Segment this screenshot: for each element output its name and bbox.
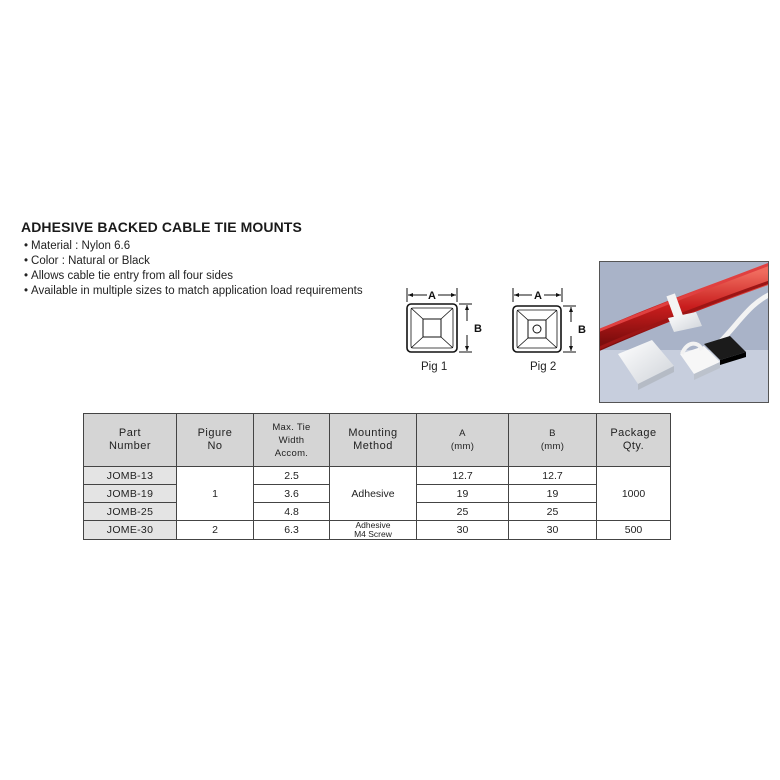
feature-item: • Available in multiple sizes to match application load requirements <box>24 284 363 299</box>
method-line: Adhesive <box>355 520 391 530</box>
part-number-cell: JOMB-25 <box>84 503 177 521</box>
screw-mount-diagram-icon <box>500 286 596 356</box>
table-row <box>84 467 671 485</box>
header-max-tie-width: Max. Tie Width Accom. <box>254 414 330 467</box>
part-number-cell: JOMB-13 <box>84 467 177 485</box>
tie-width-cell: 3.6 <box>254 485 330 503</box>
dim-b-cell: 30 <box>509 521 597 540</box>
header-figure-no: Pigure No <box>177 414 254 467</box>
table-header-row <box>84 414 671 467</box>
dim-a-cell: 30 <box>417 521 509 540</box>
dim-b-cell: 25 <box>509 503 597 521</box>
square-mount-diagram-icon <box>396 286 492 356</box>
dim-b-label: B <box>474 323 482 335</box>
figure-no-cell: 1 <box>177 467 254 521</box>
spec-table <box>83 413 671 540</box>
feature-item: • Material : Nylon 6.6 <box>24 239 363 254</box>
figure-1-label: Pig 1 <box>421 361 448 373</box>
dim-b-cell: 19 <box>509 485 597 503</box>
part-number-cell: JOME-30 <box>84 521 177 540</box>
header-a-mm: A (mm) <box>417 414 509 467</box>
table-row <box>84 521 671 540</box>
mounting-method-cell: Adhesive <box>330 467 417 521</box>
feature-item: • Allows cable tie entry from all four sides <box>24 269 363 284</box>
header-part-number: Part Number <box>84 414 177 467</box>
cable-tie-mounts-photo <box>599 261 769 403</box>
package-qty-cell: 500 <box>597 521 671 540</box>
dim-a-cell: 12.7 <box>417 467 509 485</box>
tie-width-cell: 6.3 <box>254 521 330 540</box>
page-title: ADHESIVE BACKED CABLE TIE MOUNTS <box>21 219 302 235</box>
tie-width-cell: 4.8 <box>254 503 330 521</box>
dim-a-label: A <box>428 290 436 302</box>
figure-2-label: Pig 2 <box>530 361 557 373</box>
dim-a-cell: 25 <box>417 503 509 521</box>
tie-width-cell: 2.5 <box>254 467 330 485</box>
mounting-method-cell <box>330 521 417 540</box>
dim-b-cell: 12.7 <box>509 467 597 485</box>
header-b-mm: B (mm) <box>509 414 597 467</box>
feature-list <box>24 239 363 299</box>
method-line: M4 Screw <box>354 529 392 539</box>
header-mounting-method: Mounting Method <box>330 414 417 467</box>
package-qty-cell: 1000 <box>597 467 671 521</box>
figure-no-cell: 2 <box>177 521 254 540</box>
part-number-cell: JOMB-19 <box>84 485 177 503</box>
header-package-qty: Package Qty. <box>597 414 671 467</box>
feature-item: • Color : Natural or Black <box>24 254 363 269</box>
dim-b-label: B <box>578 324 586 336</box>
dim-a-cell: 19 <box>417 485 509 503</box>
dim-a-label: A <box>534 290 542 302</box>
